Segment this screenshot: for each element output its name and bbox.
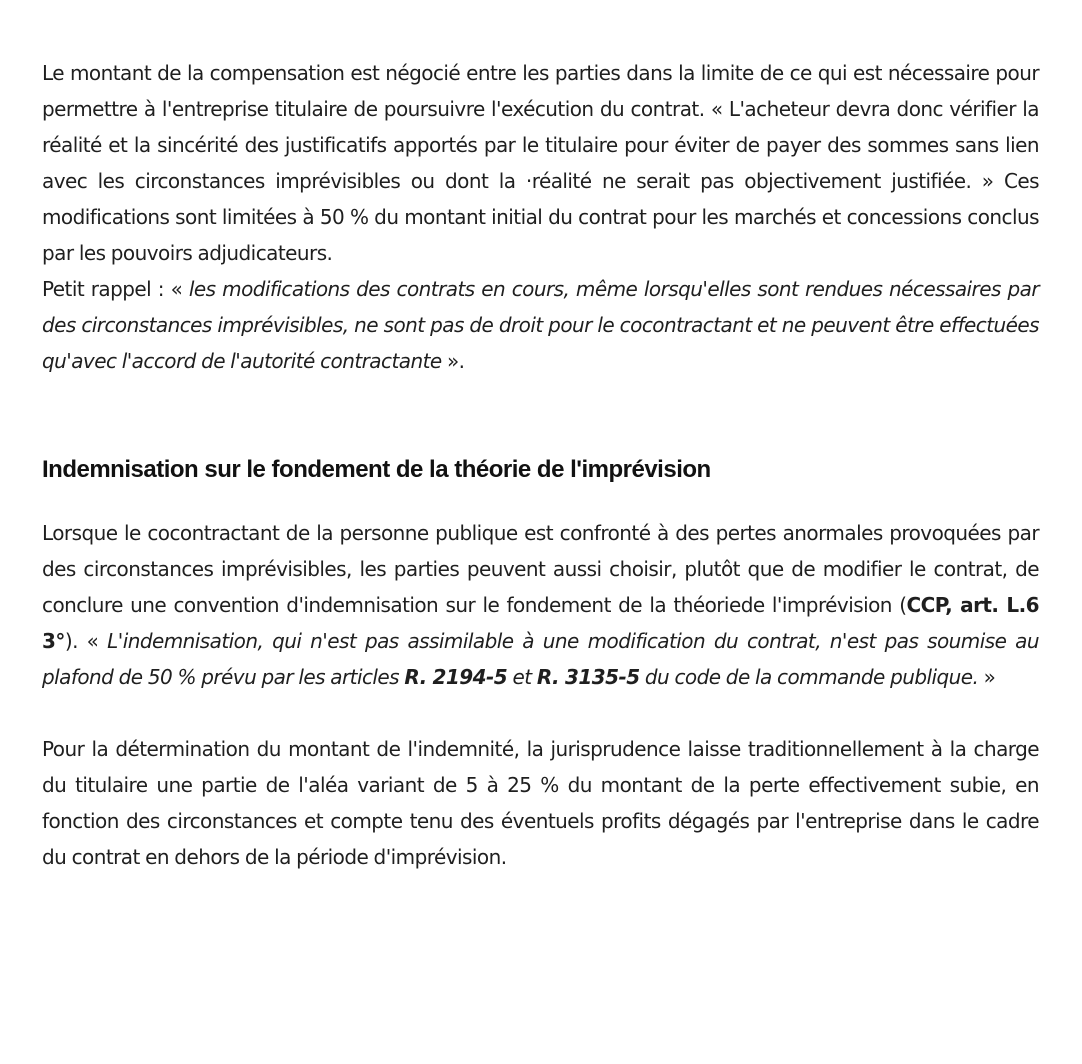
indemnisation-quote2: et (507, 665, 537, 689)
indemnisation-part1: Lorsque le cocontractant de la personne publique est confronté à des pertes anormales provoquées par des circonstances imprévisibles, les parties peuvent aussi choisir, plutôt que de modifier le contrat, de conclure une convention d'indemnisation sur le fondement de la théoriede l'imprévision ( (42, 521, 1039, 617)
indemnisation-quote1: L'indemnisation, qui n'est pas assimilable à une modification du contrat, n'est pas soumise au plafond de 50 % prévu par les articles (42, 629, 1039, 689)
rappel-tail: ». (441, 349, 465, 373)
paragraph-compensation (42, 55, 1039, 271)
reference-r3135-5: R. 3135-5 (536, 665, 640, 689)
spacer (42, 487, 1039, 515)
indemnisation-quote3: du code de la commande publique. (639, 665, 979, 689)
paragraph-determination-text: Pour la détermination du montant de l'indemnité, la jurisprudence laisse traditionnellement à la charge du titulaire une partie de l'aléa variant de 5 à 25 % du montant de la perte effectivement subie, en fonction des circonstances et compte tenu des éventuels profits dégagés par l'entreprise dans le cadre du contrat en dehors de la période d'imprévision. (42, 737, 1039, 869)
reference-ccp: CCP, art. L.6 3° (42, 593, 1039, 653)
spacer (42, 379, 1039, 453)
paragraph-compensation-text: Le montant de la compensation est négocié entre les parties dans la limite de ce qui est nécessaire pour permettre à l'entreprise titulaire de poursuivre l'exécution du contrat. « L'acheteur devra donc vérifier la réalité et la sincérité des justificatifs apportés par le titulaire pour éviter de payer des sommes sans lien avec les circonstances imprévisibles ou dont la ·réalité ne serait pas objectivement justifiée. » Ces modifications sont limitées à 50 % du montant initial du contrat pour les marchés et concessions conclus par les pouvoirs adjudicateurs. (42, 61, 1039, 265)
paragraph-indemnisation (42, 515, 1039, 695)
paragraph-determination (42, 731, 1039, 875)
spacer (42, 695, 1039, 731)
paragraph-rappel (42, 271, 1039, 379)
rappel-lead: Petit rappel : « (42, 277, 189, 301)
rappel-quote: les modifications des contrats en cours, même lorsqu'elles sont rendues nécessaires par des circonstances imprévisibles, ne sont pas de droit pour le cocontractant et ne peuvent être effectuées qu'avec l'accord de l'autorité contractante (42, 277, 1039, 373)
reference-r2194-5: R. 2194-5 (404, 665, 508, 689)
article-body (42, 55, 1039, 875)
indemnisation-tail: » (978, 665, 996, 689)
section-heading: Indemnisation sur le fondement de la théorie de l'imprévision (42, 456, 711, 483)
indemnisation-part2: ). « (64, 629, 108, 653)
